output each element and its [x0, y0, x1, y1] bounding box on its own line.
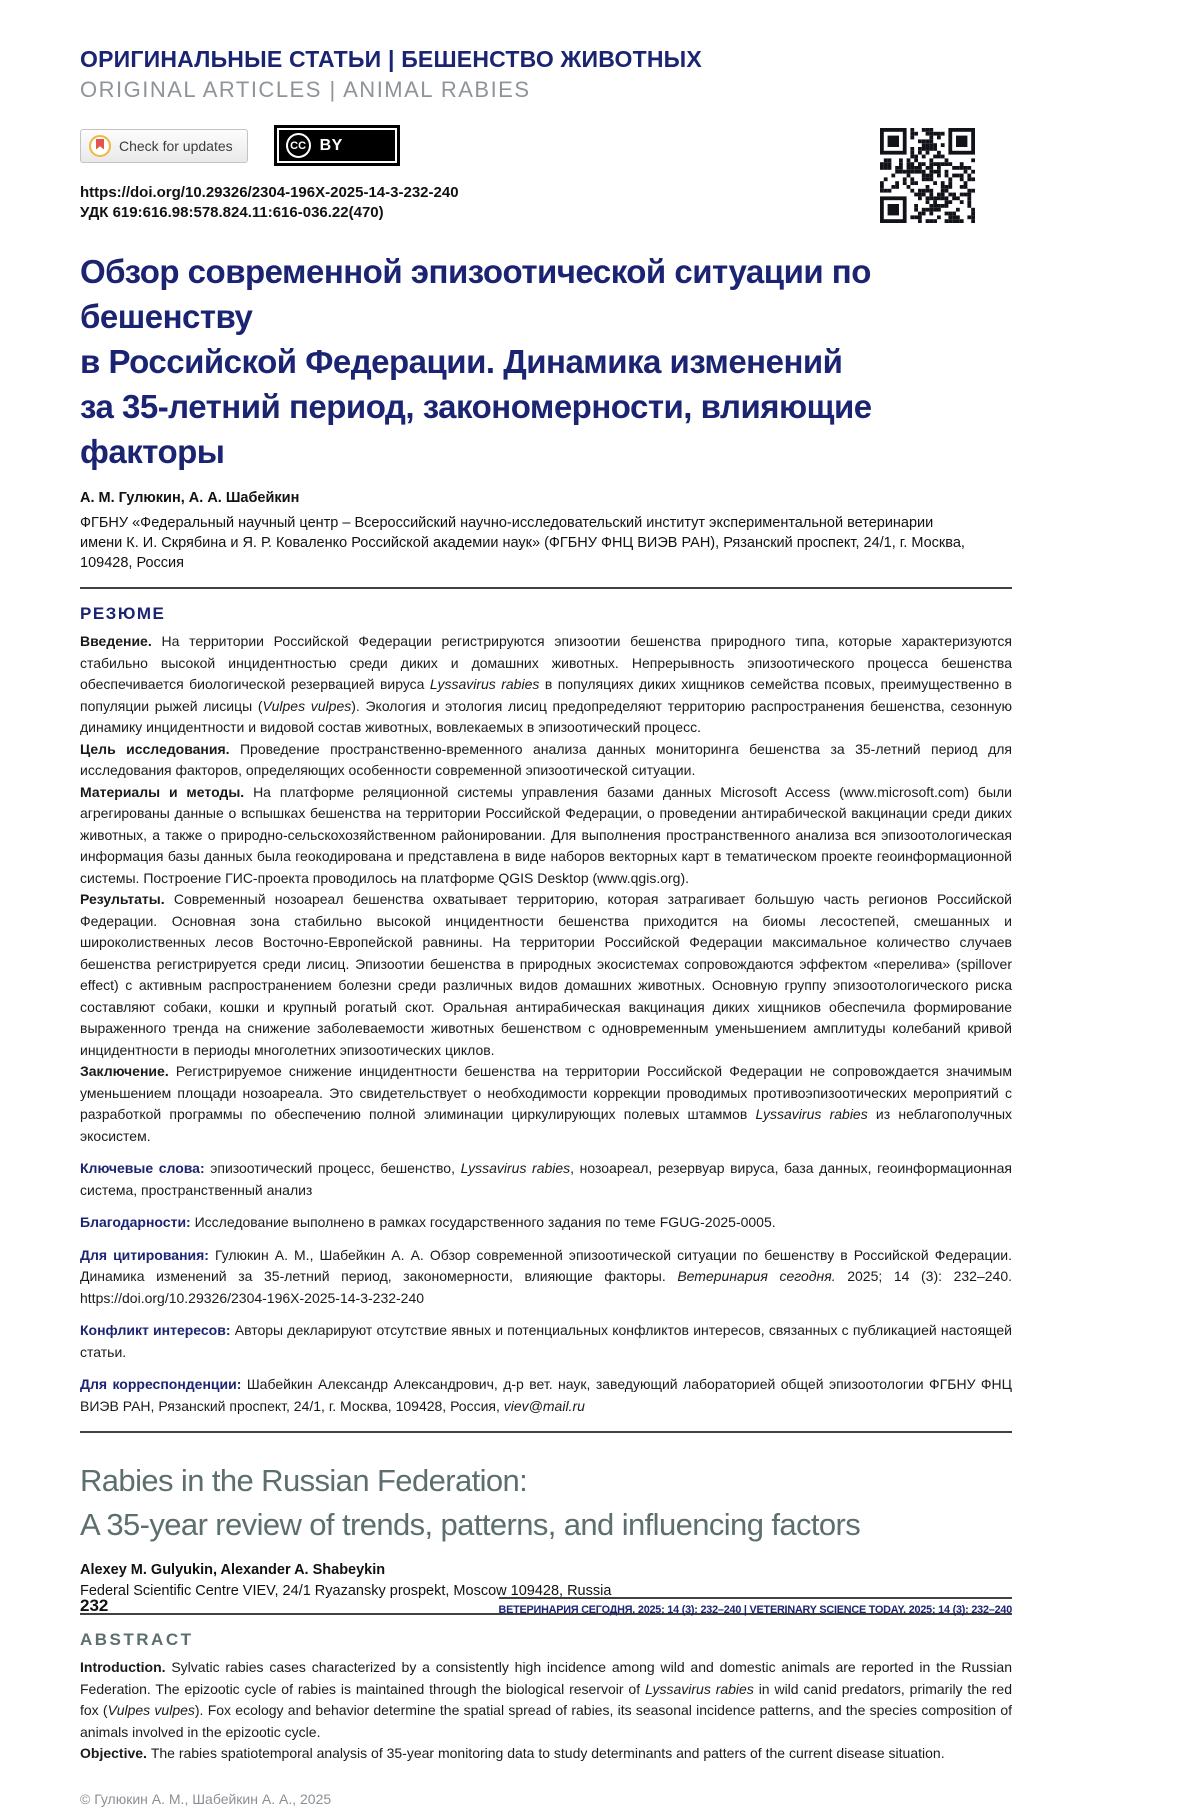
keywords: Ключевые слова: эпизоотический процесс, бешенство, Lyssavirus rabies, нозоареал, резервуар вируса, база данных, геоинформационная система, пространственный анализ — [80, 1160, 1012, 1198]
affiliation-ru-line2: имени К. И. Скрябина и Я. Р. Коваленко Российской академии наук» (ФГБНУ ФНЦ ВИЭВ РАН), Рязанский проспект, 24/1, г. Москва, 109428, Россия — [80, 535, 965, 571]
section-label-en: ORIGINAL ARTICLES | ANIMAL RABIES — [80, 77, 531, 102]
cc-by-label: BY — [319, 136, 343, 154]
page-footer — [80, 1596, 1012, 1616]
copyright-notice: © Гулюкин А. М., Шабейкин А. А., 2025 — [80, 1790, 332, 1807]
article-page — [80, 0, 1012, 1807]
title-ru-line2: в Российской Федерации. Динамика изменений — [80, 343, 843, 380]
section-label-ru: ОРИГИНАЛЬНЫЕ СТАТЬИ | БЕШЕНСТВО ЖИВОТНЫХ — [80, 46, 702, 72]
conflict-of-interest: Конфликт интересов: Авторы декларируют отсутствие явных и потенциальных конфликтов интересов, связанных с публикацией настоящей статьи. — [80, 1322, 1013, 1360]
check-for-updates-button[interactable] — [80, 129, 248, 163]
resume-results: Результаты. Современный нозоареал бешенства охватывает территорию, которая затрагивает большую часть регионов Российской Федерации. Основная зона стабильно высокой инцидентности бешенства приходится на биомы лесостепей, смешанных и широколиственных лесов Восточно-Европейской равнины. На территории Российской Федерации максимальное количество случаев бешенства регистрируется среди лисиц. Эпизоотии бешенства в природных экосистемах сопровождаются эффектом «перелива» (spillover effect) с активным распространением болезни среди различных видов домашних животных. Основную группу эпизоотологического риска составляют собаки, кошки и крупный рогатый скот. Оральная антирабическая вакцинация диких хищников обеспечила формирование выраженного тренда на снижение заболеваемости животных бешенством с одновременным уменьшением амплитуды колебаний кривой инцидентности в периоды многолетних эпизоотических циклов. — [80, 891, 1013, 1058]
divider-middle — [80, 1431, 1012, 1433]
abstract-introduction: Introduction. Sylvatic rabies cases characterized by a consistently high incidence among wild and domestic animals are reported in the Russian Federation. The epizootic cycle of rabies is maintained through the biological reservoir of Lyssavirus rabies in wild canid predators, primarily the red fox (Vulpes vulpes). Fox ecology and behavior determine the spatial spread of rabies, its seasonal incidence patterns, and the species composition of animals involved in the epizootic cycle. — [80, 1659, 1012, 1740]
page-number: 232 — [80, 1596, 109, 1615]
article-title-en — [80, 1459, 1012, 1547]
qr-code — [880, 128, 975, 223]
affiliation-ru — [80, 513, 1012, 573]
cc-by-badge[interactable] — [274, 125, 400, 166]
abstract-heading: ABSTRACT — [80, 1630, 194, 1649]
check-for-updates-label: Check for updates — [119, 137, 233, 154]
authors-ru: А. М. Гулюкин, А. А. Шабейкин — [80, 490, 300, 506]
resume-heading: РЕЗЮМЕ — [80, 604, 166, 623]
doi-link[interactable]: https://doi.org/10.29326/2304-196X-2025-14-3-232-240 — [80, 184, 459, 201]
authors-en: Alexey M. Gulyukin, Alexander A. Shabeykin — [80, 1562, 386, 1578]
udc-code: УДК 619:616.98:578.824.11:616-036.22(470) — [80, 204, 384, 221]
title-en-line1: Rabies in the Russian Federation: — [80, 1463, 528, 1498]
cc-icon: CC — [286, 133, 311, 158]
resume-materials: Материалы и методы. На платформе реляционной системы управления базами данных Microsoft Access (www.microsoft.com) были агрегированы данные о вспышках бешенства на территории Российской Федерации, о проведении антирабической вакцинации среди диких животных, а также о природно-сельскохозяйственном районировании. Для выполнения пространственного анализа вся эпизоотологическая информация базы данных была геокодирована и представлена в виде наборов векторных карт в тематическом проекте геоинформационной системы. Построение ГИС-проекта проводилось на платформе QGIS Desktop (www.qgis.org). — [80, 783, 1012, 886]
resume-intro: Введение. На территории Российской Федерации регистрируются эпизоотии бешенства природного типа, которые характеризуются стабильно высокой инцидентностью среди диких и домашних животных. Непрерывность эпизоотического процесса бешенства обеспечивается биологической резервацией вируса Lyssavirus rabies в популяциях диких хищников семейства псовых, преимущественно в популяции рыжей лисицы (Vulpes vulpes). Экология и этология лисиц предопределяют территорию распространения бешенства, сезонную динамику инцидентности и видовой состав животных, вовлекаемых в эпизоотический процесс. — [80, 633, 1012, 735]
acknowledgements: Благодарности: Исследование выполнено в рамках государственного задания по теме FGUG-2025-0005. — [80, 1214, 776, 1230]
resume-conclusion: Заключение. Регистрируемое снижение инцидентности бешенства на территории Российской Федерации не сопровождается значимым уменьшением площади нозоареала. Это свидетельствует о необходимости коррекции проводимых противоэпизоотических мероприятий с разработкой программы по обеспечению полной элиминации циркулирующих полевых штаммов Lyssavirus rabies из неблагополучных экосистем. — [80, 1063, 1012, 1144]
abstract-objective: Objective. The rabies spatiotemporal analysis of 35-year monitoring data to study determinants and patters of the current disease situation. — [80, 1745, 945, 1761]
divider-top — [80, 587, 1012, 589]
badge-row — [80, 125, 1012, 166]
article-title-ru — [80, 249, 1012, 474]
crossref-icon — [89, 135, 111, 157]
citation: Для цитирования: Гулюкин А. М., Шабейкин А. А. Обзор современной эпизоотической ситуации по бешенству в Российской Федерации. Динамика изменений за 35-летний период, закономерности, влияющие факторы. Ветеринария сегодня. 2025; 14 (3): 232–240. https://doi.org/10.29326/2304-196X-2025-14-3-232-240 — [80, 1246, 1012, 1306]
correspondence: Для корреспонденции: Шабейкин Александр Александрович, д-р вет. наук, заведующий лабораторией общей эпизоотологии ФГБНУ ФНЦ ВИЭВ РАН, Рязанский проспект, 24/1, г. Москва, 109428, Россия, viev@mail.ru — [80, 1376, 1013, 1414]
title-ru-line1: Обзор современной эпизоотической ситуации по бешенству — [80, 253, 871, 335]
title-en-line2: A 35-year review of trends, patterns, and influencing factors — [80, 1507, 861, 1542]
journal-footer: ВЕТЕРИНАРИЯ СЕГОДНЯ. 2025; 14 (3): 232–240 | VETERINARY SCIENCE TODAY. 2025; 14 (3): 232–240 — [499, 1597, 1012, 1616]
affiliation-en: Federal Scientific Centre VIEV, 24/1 Ryazansky prospekt, Moscow 109428, Russia — [80, 1583, 612, 1599]
title-ru-line3: за 35-летний период, закономерности, влияющие факторы — [80, 388, 872, 470]
resume-objective: Цель исследования. Проведение пространственно-временного анализа данных мониторинга бешенства за 35-летний период для исследования факторов, определяющих особенности современной эпизоотической ситуации. — [80, 740, 1012, 778]
affiliation-ru-line1: ФГБНУ «Федеральный научный центр – Всероссийский научно-исследовательский институт экспериментальной ветеринарии — [80, 515, 934, 531]
